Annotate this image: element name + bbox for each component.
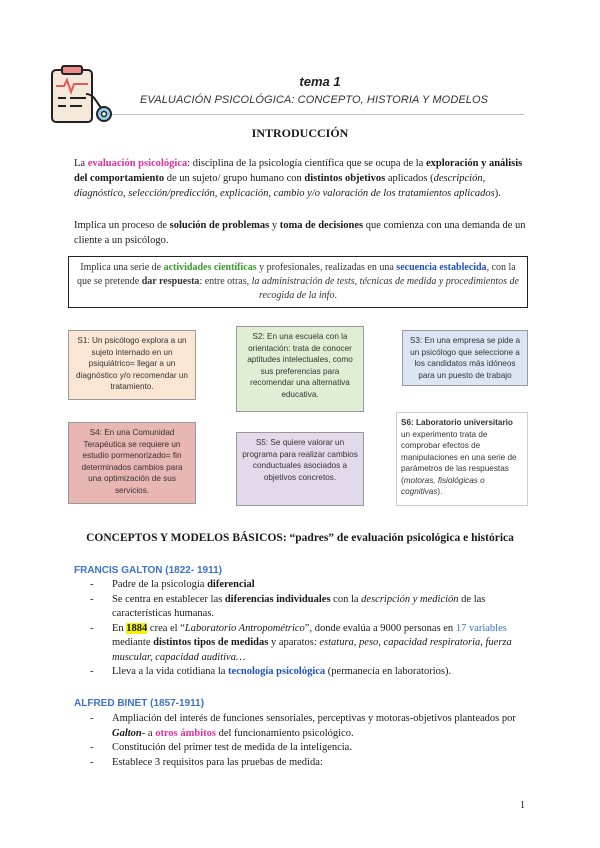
galton-list	[90, 578, 530, 680]
list-item: - Constitución del primer test de medida de la inteligencia.	[90, 741, 530, 756]
list-item: - Se centra en establecer las diferencias individuales con la descripción y medición de las características humanas.	[90, 593, 530, 622]
binet-list	[90, 712, 530, 770]
case-s6: S6: Laboratorio universitario un experimento trata de comprobar efectos de manipulaciones en una serie de parámetros de las respuestas (motoras, fisiológicas o cognitivas).	[396, 412, 528, 506]
topic-number: tema 1	[299, 74, 341, 89]
intro-heading: INTRODUCCIÓN	[251, 126, 349, 140]
case-s4: S4: En una Comunidad Terapéutica se requiere un estudio pormenorizado= fin determinados cambios para una optimización de sus servicios.	[68, 422, 196, 504]
header-divider	[112, 114, 524, 115]
definition-box: Implica una serie de actividades científicas y profesionales, realizadas en una secuencia establecida, con la que se pretende dar respuesta: entre otras, la administración de tests, técnicas de medida y procedimientos de recogida de la info.	[68, 256, 528, 308]
concepts-heading: CONCEPTOS Y MODELOS BÁSICOS: “padres” de evaluación psicológica e histórica	[86, 532, 514, 544]
page-number: 1	[520, 800, 525, 811]
binet-heading: ALFRED BINET (1857-1911)	[74, 698, 205, 709]
case-s2: S2: En una escuela con la orientación: trata de conocer aptitudes intelectuales, como sus preferencias para recomendar una alternativa educativa.	[236, 326, 364, 412]
list-item: - En 1884 crea el “Laboratorio Antropométrico”, donde evalúa a 9000 personas en 17 variables mediante distintos tipos de medidas y aparatos: estatura, peso, capacidad respiratoria, fuerza muscular, capacidad auditiva…	[90, 622, 530, 666]
list-item: - Padre de la psicología diferencial	[90, 578, 530, 593]
case-s5: S5: Se quiere valorar un programa para realizar cambios conductuales asociados a objetivos concretos.	[236, 432, 364, 506]
case-s1: S1: Un psicólogo explora a un sujeto internado en un psiquiátrico= llegar a un diagnóstico y/o recomendar un tratamiento.	[68, 330, 196, 400]
list-item: - Lleva a la vida cotidiana la tecnología psicológica (permanecía en laboratorios).	[90, 665, 530, 680]
case-s3: S3: En una empresa se pide a un psicólogo que seleccione a los candidatos más idóneos para un puesto de trabajo	[402, 330, 528, 386]
intro-paragraph-1: La evaluación psicológica: disciplina de la psicología científica que se ocupa de la exploración y análisis del comportamiento de un sujeto/ grupo humano con distintos objetivos aplicados (descripción, diagnóstico, selección/predicción, explicación, cambio y/o valoración de los tratamientos aplicados).	[74, 158, 523, 199]
topic-title: EVALUACIÓN PSICOLÓGICA: CONCEPTO, HISTORIA Y MODELOS	[140, 94, 489, 106]
galton-heading: FRANCIS GALTON (1822- 1911)	[74, 565, 223, 576]
list-item: - Ampliación del interés de funciones sensoriales, perceptivas y motoras-objetivos planteados por Galton- a otros ámbitos del funcionamiento psicológico.	[90, 712, 530, 741]
intro-paragraph-2: Implica un proceso de solución de problemas y toma de decisiones que comienza con una demanda de un cliente a un psicólogo.	[74, 220, 526, 246]
list-item: - Establece 3 requisitos para las pruebas de medida:	[90, 756, 530, 771]
